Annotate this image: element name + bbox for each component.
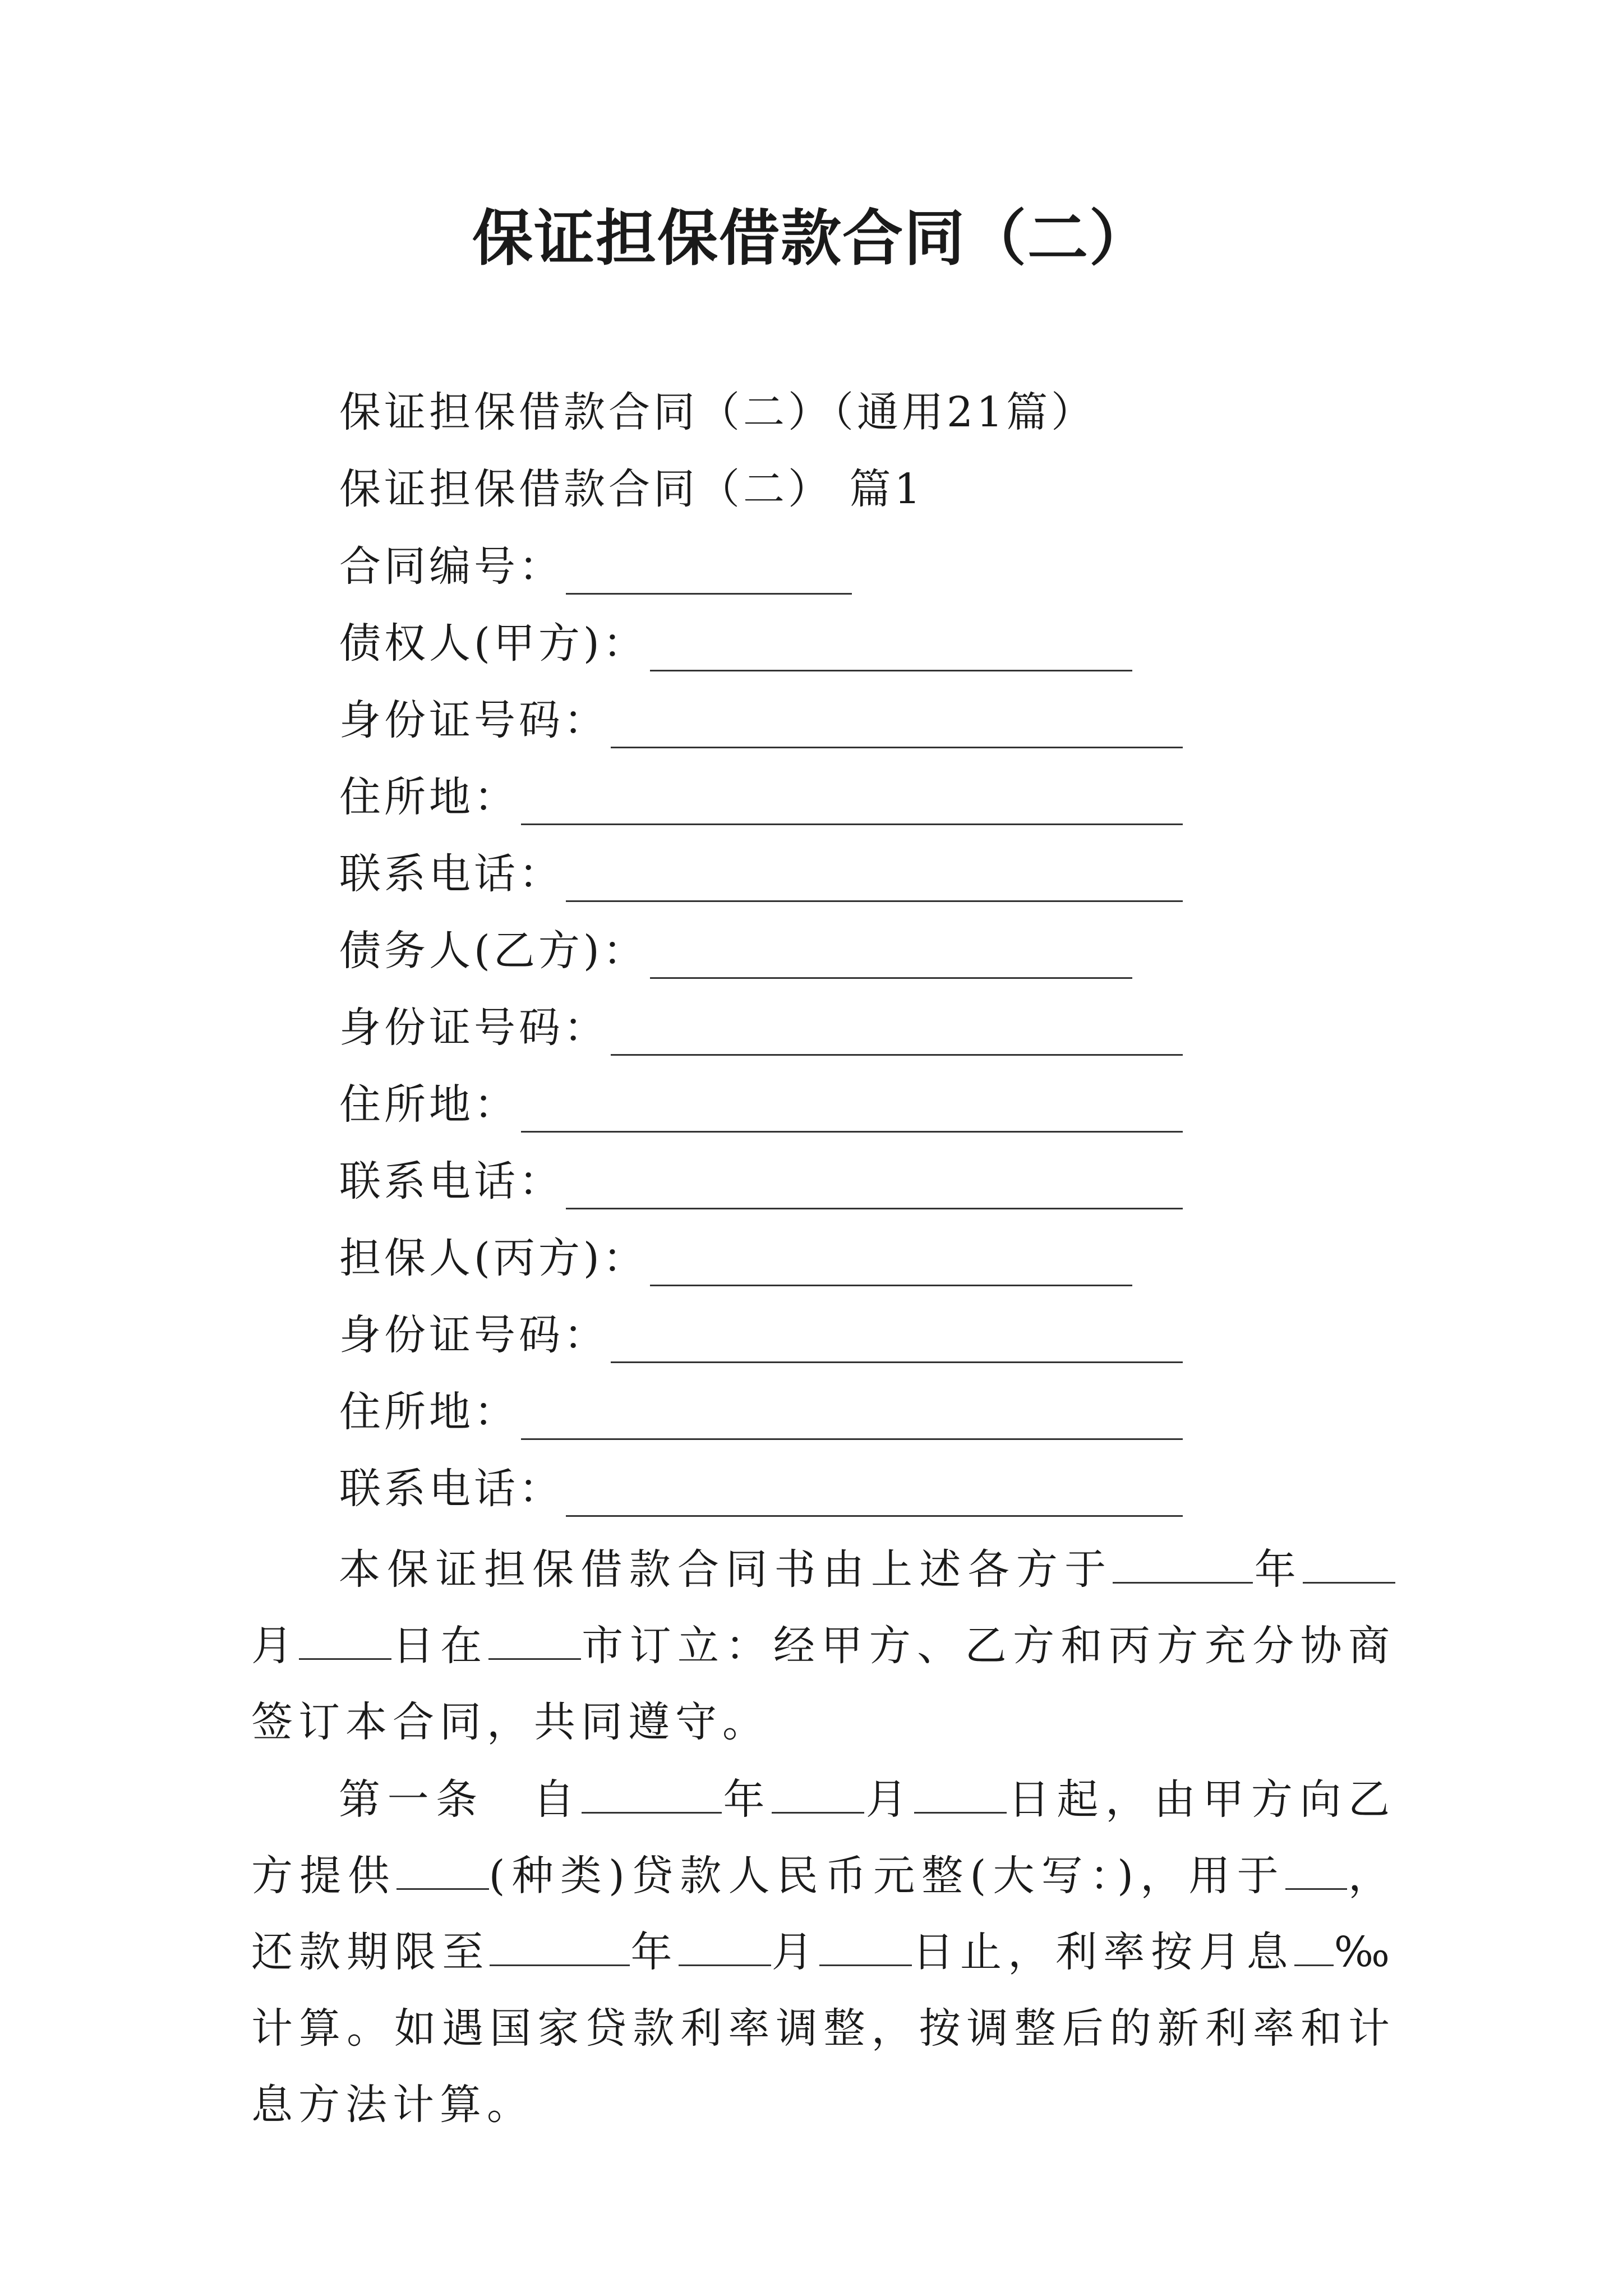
address-field bbox=[339, 1076, 1183, 1133]
fill-blank[interactable] bbox=[1113, 1546, 1253, 1584]
fill-blank[interactable] bbox=[611, 705, 1183, 748]
paragraph-text: 年 bbox=[1253, 1545, 1303, 1594]
fill-blank[interactable] bbox=[650, 936, 1132, 979]
phone-field bbox=[339, 846, 1183, 902]
fill-blank[interactable] bbox=[1303, 1546, 1395, 1584]
fill-blank[interactable] bbox=[772, 1776, 864, 1814]
field-label: 身份证号码： bbox=[339, 1004, 608, 1052]
guarantor-field bbox=[339, 1230, 1132, 1286]
paragraph-text: 日在 bbox=[391, 1622, 488, 1670]
fill-blank[interactable] bbox=[650, 1243, 1132, 1286]
field-label: 担保人(丙方)： bbox=[339, 1234, 648, 1282]
fill-blank[interactable] bbox=[490, 1929, 630, 1966]
fill-blank[interactable] bbox=[1285, 1852, 1347, 1890]
field-label: 身份证号码： bbox=[339, 1311, 608, 1359]
field-label: 住所地： bbox=[339, 1388, 519, 1436]
field-label: 住所地： bbox=[339, 773, 519, 821]
fill-blank[interactable] bbox=[566, 1474, 1183, 1517]
fill-blank[interactable] bbox=[566, 1166, 1183, 1209]
creditor-field bbox=[339, 615, 1132, 671]
paragraph-text: 月 bbox=[864, 1775, 915, 1824]
field-label: 住所地： bbox=[339, 1080, 519, 1129]
fill-blank[interactable] bbox=[566, 551, 852, 595]
paragraph-text: 日起，由甲方向乙方提供 bbox=[251, 1775, 1396, 1900]
fill-blank[interactable] bbox=[396, 1852, 489, 1890]
fill-blank[interactable] bbox=[1294, 1929, 1334, 1966]
field-label: 债务人(乙方)： bbox=[339, 927, 648, 975]
paragraph-text: ，还款期限至 bbox=[251, 1852, 1396, 1976]
field-label: 联系电话： bbox=[339, 1157, 564, 1205]
fill-blank[interactable] bbox=[521, 782, 1183, 825]
paragraph-text: 第一条 自 bbox=[339, 1775, 582, 1824]
fill-blank[interactable] bbox=[611, 1013, 1183, 1056]
fill-blank[interactable] bbox=[299, 1622, 391, 1660]
paragraph-text: (种类)贷款人民币元整(大写：)，用于 bbox=[488, 1852, 1285, 1900]
paragraph-text: 本保证担保借款合同书由上述各方于 bbox=[339, 1545, 1113, 1594]
contract-number-field bbox=[339, 539, 852, 595]
field-label: 合同编号： bbox=[339, 542, 564, 591]
fill-blank[interactable] bbox=[679, 1929, 771, 1966]
fill-blank[interactable] bbox=[488, 1622, 581, 1660]
id-number-field bbox=[339, 1000, 1183, 1056]
field-label: 联系电话： bbox=[339, 1465, 564, 1513]
id-number-field bbox=[339, 1307, 1183, 1363]
section-heading: 保证担保借款合同（二） 篇1 bbox=[339, 465, 924, 513]
paragraph-text: 市订立：经甲方、乙方和丙方充分协商签订本合同，共同遵守。 bbox=[251, 1622, 1396, 1746]
fill-blank[interactable] bbox=[521, 1397, 1183, 1440]
paragraph-text: 年 bbox=[630, 1928, 679, 1976]
paragraph-text: 月 bbox=[251, 1622, 299, 1670]
field-label: 身份证号码： bbox=[339, 696, 608, 744]
paragraph-text: 年 bbox=[721, 1775, 772, 1824]
paragraph-text: ‰计算。如遇国家贷款利率调整，按调整后的新利率和计息方法计算。 bbox=[251, 1928, 1396, 2129]
fill-blank[interactable] bbox=[566, 859, 1183, 902]
fill-blank[interactable] bbox=[819, 1929, 912, 1966]
debtor-field bbox=[339, 923, 1132, 979]
field-label: 债权人(甲方)： bbox=[339, 619, 648, 668]
address-field bbox=[339, 769, 1183, 825]
document-title: 保证担保借款合同（二） bbox=[472, 203, 1151, 274]
fill-blank[interactable] bbox=[582, 1776, 722, 1814]
article-1-paragraph bbox=[251, 1761, 1395, 2143]
address-field bbox=[339, 1384, 1183, 1440]
fill-blank[interactable] bbox=[650, 628, 1132, 671]
document-subtitle: 保证担保借款合同（二）（通用21篇） bbox=[339, 388, 1096, 436]
paragraph-text: 月 bbox=[771, 1928, 819, 1976]
phone-field bbox=[339, 1153, 1183, 1209]
fill-blank[interactable] bbox=[521, 1089, 1183, 1133]
fill-blank[interactable] bbox=[914, 1776, 1007, 1814]
paragraph-text: 日止，利率按月息 bbox=[911, 1928, 1294, 1976]
phone-field bbox=[339, 1461, 1183, 1517]
fill-blank[interactable] bbox=[611, 1320, 1183, 1363]
field-label: 联系电话： bbox=[339, 850, 564, 898]
id-number-field bbox=[339, 692, 1183, 748]
intro-paragraph bbox=[251, 1531, 1395, 1760]
